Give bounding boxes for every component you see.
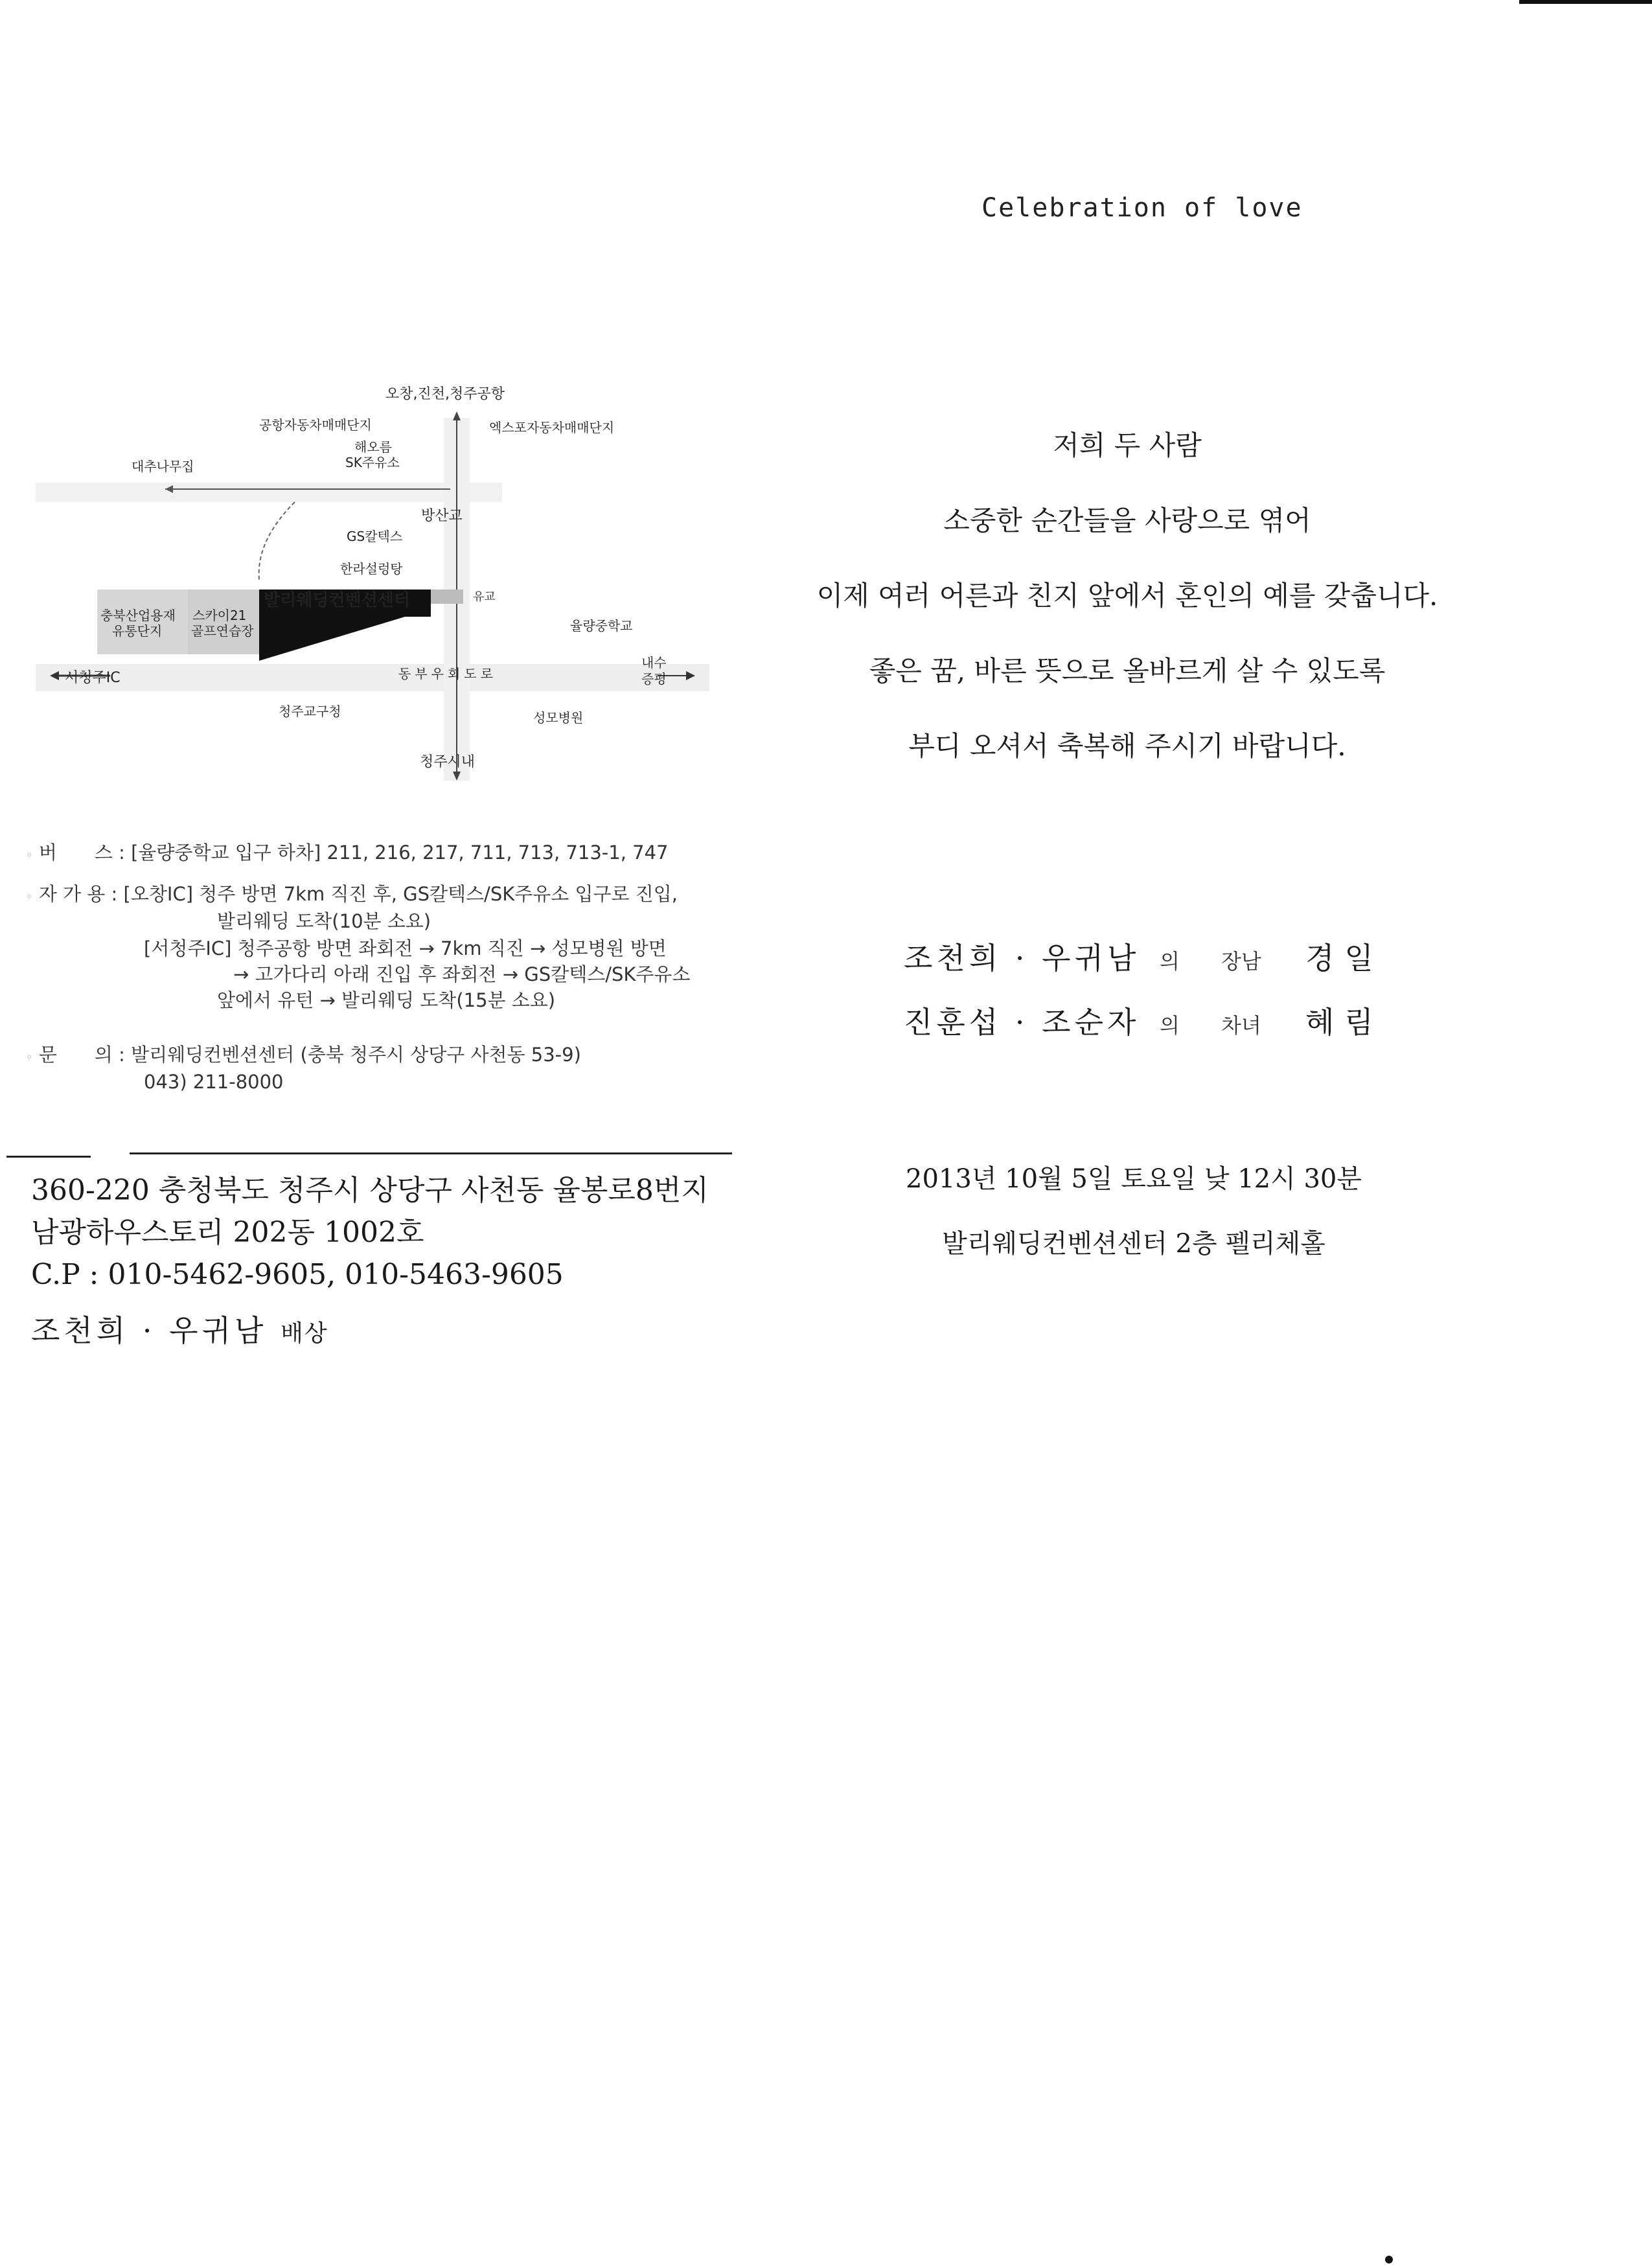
poem-line: 좋은 꿈, 바른 뜻으로 올바르게 살 수 있도록 — [869, 655, 1386, 687]
inquiry-line: 발리웨딩컨벤션센터 (충북 청주시 상당구 사천동 53-9) — [131, 1044, 581, 1066]
car-directions: ◦ 자 가 용 : [오창IC] 청주 방면 7km 직진 후, GS칼텍스/SK주유소 입구로 진입, — [26, 883, 678, 905]
sender-phone: C.P : 010-5462-9605, 010-5463-9605 — [31, 1258, 564, 1291]
car-line: → 고가다리 아래 진입 후 좌회전 → GS칼텍스/SK주유소 — [233, 963, 691, 985]
top-edge-rule — [1519, 0, 1652, 4]
sender-address-1: 360-220 충청북도 청주시 상당구 사천동 율봉로8번지 — [31, 1174, 709, 1207]
map-label-seongmo: 성모병원 — [533, 710, 584, 726]
map-label-sk: SK주유소 — [345, 455, 400, 470]
map-label-bridge: 방산교 — [421, 508, 463, 524]
ring-road-band — [36, 664, 709, 691]
car-label: 자 가 용 — [38, 883, 106, 905]
car-line: [오창IC] 청주 방면 7km 직진 후, GS칼텍스/SK주유소 입구로 진입, — [123, 883, 678, 905]
map-label-expo-auto: 엑스포자동차매매단지 — [489, 420, 615, 435]
event-venue: 발리웨딩컨벤션센터 2층 펠리체홀 — [942, 1229, 1325, 1259]
map-label-haeoreum: 해오름 — [354, 439, 392, 455]
groom-parents: 조천희 · 우귀남 — [904, 941, 1140, 976]
bus-label: 버 스 — [38, 842, 113, 864]
inquiry-phone: 043) 211-8000 — [144, 1071, 284, 1093]
yugyo-block — [431, 590, 463, 604]
divider-short — [6, 1156, 91, 1158]
invitation-poem — [803, 408, 1451, 784]
map-label-ring-road: 동부우회도로 — [398, 666, 497, 682]
family-of: 의 — [1160, 949, 1180, 974]
inquiry: ◦ 문 의 : 발리웨딩컨벤션센터 (충북 청주시 상당구 사천동 53-9) — [26, 1044, 581, 1066]
map-label-north: 오창,진천,청주공항 — [385, 386, 505, 402]
map-label-daechu: 대추나무집 — [132, 459, 194, 474]
header-title: Celebration of love — [981, 193, 1303, 223]
map-label-jeungpyeong: 증평 — [641, 671, 667, 687]
inquiry-label: 문 의 — [38, 1044, 113, 1066]
family-of: 의 — [1160, 1013, 1180, 1038]
poem-line: 소중한 순간들을 사랑으로 엮어 — [943, 505, 1311, 536]
map-label-airport-auto: 공항자동차매매단지 — [259, 417, 372, 433]
map-label-seocheongju: 서청주IC — [65, 670, 120, 686]
map-label-gu-office: 청주교구청 — [279, 704, 341, 719]
map-label-sky21-2: 골프연습장 — [191, 623, 254, 639]
map-label-yugyo: 유교 — [473, 590, 496, 604]
bride-relation: 차녀 — [1221, 1013, 1261, 1038]
map-label-gs: GS칼텍스 — [347, 529, 403, 544]
sender-closing: 배상 — [281, 1320, 328, 1347]
arrow-up — [453, 411, 461, 420]
poem-line: 부디 오셔서 축복해 주시기 바랍니다. — [908, 730, 1346, 762]
bride-name: 혜림 — [1305, 1005, 1384, 1040]
groom-family — [904, 928, 1384, 992]
map-label-yulryang: 율량중학교 — [570, 618, 633, 634]
car-line: 앞에서 유턴 → 발리웨딩 도착(15분 소요) — [217, 989, 556, 1011]
car-line: 발리웨딩 도착(10분 소요) — [217, 910, 431, 932]
map-label-downtown: 청주시내 — [420, 754, 476, 770]
sender-names: 조천희 · 우귀남 — [31, 1313, 268, 1348]
map-label-venue: 발리웨딩컨벤션센터 — [264, 591, 411, 610]
map-label-chungbuk-1: 충북산업용재 — [100, 608, 176, 623]
bus-directions: ◦ 버 스 : [율량중학교 입구 하차] 211, 216, 217, 711, 713, 713-1, 747 — [26, 842, 669, 864]
bus-text: [율량중학교 입구 하차] 211, 216, 217, 711, 713, 713-1, 747 — [131, 842, 669, 864]
event-details — [842, 1147, 1425, 1276]
event-datetime: 2013년 10월 5일 토요일 낮 12시 30분 — [906, 1164, 1362, 1194]
groom-relation: 장남 — [1221, 949, 1261, 974]
poem-line: 이제 여러 어른과 친지 앞에서 혼인의 예를 갖춥니다. — [816, 580, 1438, 612]
family-names — [904, 928, 1384, 1056]
car-line: [서청주IC] 청주공항 방면 좌회전 → 7km 직진 → 성모병원 방면 — [144, 937, 667, 959]
stray-mark — [1385, 2256, 1393, 2263]
sender-address-2: 남광하우스토리 202동 1002호 — [31, 1216, 424, 1249]
map-label-naesu: 내수 — [641, 655, 667, 670]
sender-signature — [31, 1310, 709, 1355]
location-map — [36, 366, 716, 787]
bride-family — [904, 992, 1384, 1056]
upper-road-band — [36, 483, 502, 502]
divider-long — [130, 1152, 732, 1154]
poem-line: 저희 두 사람 — [1053, 430, 1202, 461]
access-path — [259, 502, 295, 580]
map-label-halla: 한라설렁탕 — [340, 561, 403, 577]
groom-name: 경일 — [1305, 941, 1384, 976]
map-label-sky21-1: 스카이21 — [192, 608, 247, 623]
map-label-chungbuk-2: 유통단지 — [112, 623, 163, 639]
bride-parents: 진훈섭 · 조순자 — [904, 1005, 1140, 1040]
sender-block — [31, 1169, 709, 1355]
